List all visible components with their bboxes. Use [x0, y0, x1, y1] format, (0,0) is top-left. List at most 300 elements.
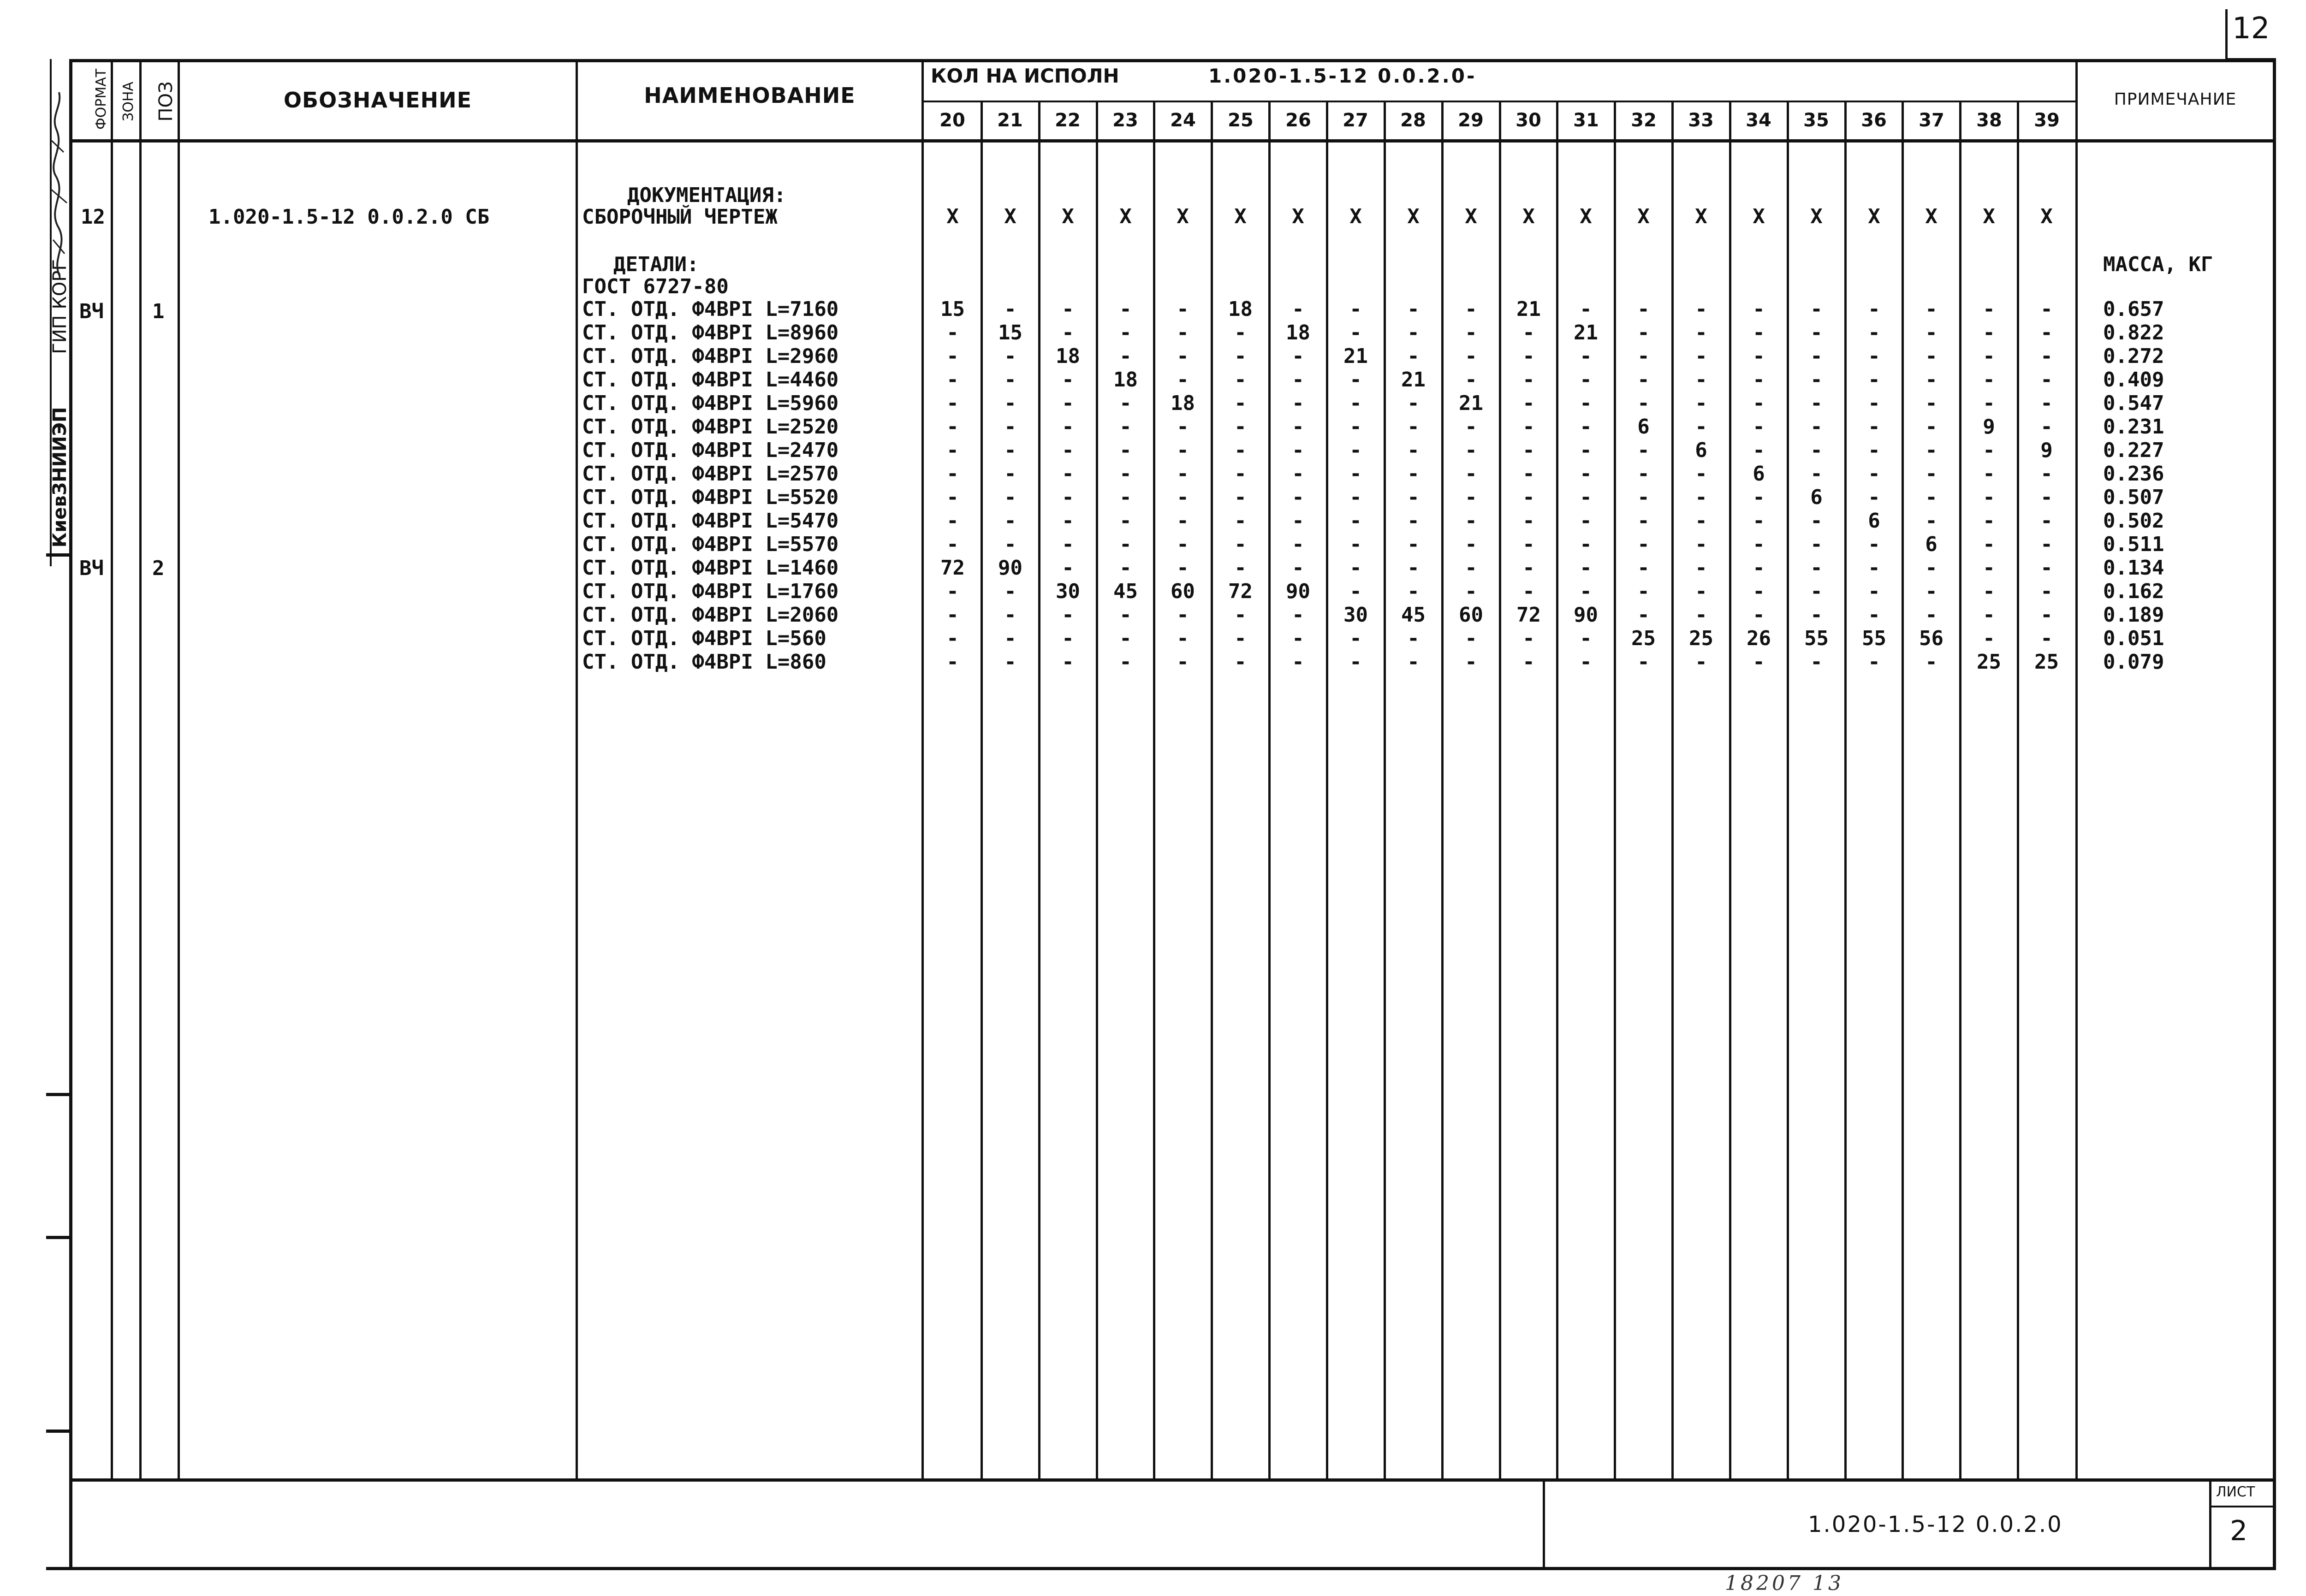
- qty-cell-23: -: [1119, 533, 1132, 556]
- qty-cell-39: -: [2040, 344, 2053, 368]
- qty-cell-31: -: [1580, 415, 1592, 439]
- qty-cell-39: -: [2040, 509, 2053, 533]
- qty-cell-24: -: [1177, 321, 1189, 344]
- qty-cell-23: -: [1119, 556, 1132, 580]
- qty-cell-29: -: [1465, 556, 1477, 580]
- qty-cell-39: 25: [2034, 650, 2059, 674]
- qty-cell-21: 15: [998, 321, 1022, 344]
- qty-cell-34: -: [1753, 486, 1765, 509]
- qty-cell-22: -: [1062, 415, 1074, 439]
- frame-table-bottom-line: [69, 1478, 2276, 1482]
- qty-cell-38: -: [1983, 580, 1995, 603]
- qty-cell-25: -: [1234, 603, 1247, 627]
- qty-cell-27: -: [1349, 650, 1362, 674]
- qty-cell-21: -: [1004, 627, 1016, 650]
- qty-cell-26: -: [1292, 533, 1304, 556]
- qty-cell-35: 6: [1810, 486, 1823, 509]
- qty-cell-36: -: [1868, 392, 1880, 415]
- qty-cell-32: -: [1637, 556, 1650, 580]
- qty-cell-36: -: [1868, 556, 1880, 580]
- qty-cell-37: -: [1925, 321, 1938, 344]
- doc-row-designation: 1.020-1.5-12 0.0.2.0 СБ: [208, 205, 490, 229]
- qty-cell-31: -: [1580, 439, 1592, 462]
- qty-cell-31: -: [1580, 486, 1592, 509]
- qty-cell-30: -: [1522, 415, 1535, 439]
- qty-cell-39: -: [2040, 462, 2053, 486]
- qty-cell-31: -: [1580, 650, 1592, 674]
- qty-cell-22: -: [1062, 368, 1074, 392]
- qty-cell-39: -: [2040, 321, 2053, 344]
- qty-cell-26: -: [1292, 439, 1304, 462]
- qty-cell-26: -: [1292, 486, 1304, 509]
- qty-cell-29: -: [1465, 368, 1477, 392]
- item-mass: 0.162: [2103, 580, 2164, 603]
- doc-mark-21: X: [1004, 205, 1016, 228]
- item-name: СТ. ОТД. Ф4ВРI L=8960: [582, 321, 839, 344]
- item-mass: 0.227: [2103, 439, 2164, 462]
- qty-cell-26: -: [1292, 462, 1304, 486]
- item-mass: 0.502: [2103, 509, 2164, 533]
- qty-cell-31: -: [1580, 344, 1592, 368]
- qty-cell-34: -: [1753, 650, 1765, 674]
- doc-row-format: 12: [81, 205, 105, 229]
- details-section-title: ДЕТАЛИ:: [613, 253, 699, 276]
- qty-cell-37: -: [1925, 603, 1938, 627]
- item-mass: 0.236: [2103, 462, 2164, 486]
- qty-cell-39: 9: [2040, 439, 2053, 462]
- qty-cell-36: -: [1868, 580, 1880, 603]
- qty-cell-23: -: [1119, 486, 1132, 509]
- qty-cell-38: -: [1983, 486, 1995, 509]
- qty-cell-27: -: [1349, 533, 1362, 556]
- qty-cell-20: -: [946, 580, 959, 603]
- qty-cell-33: -: [1695, 509, 1707, 533]
- qty-cell-27: -: [1349, 368, 1362, 392]
- qty-cell-29: -: [1465, 650, 1477, 674]
- qty-cell-26: -: [1292, 603, 1304, 627]
- qty-cell-24: -: [1177, 368, 1189, 392]
- qty-cell-20: -: [946, 415, 959, 439]
- qty-cell-22: -: [1062, 392, 1074, 415]
- doc-mark-28: X: [1407, 205, 1420, 228]
- col-line-designation: [576, 59, 578, 1482]
- qty-cell-27: 21: [1343, 344, 1368, 368]
- variant-header-20: 20: [939, 110, 965, 131]
- qty-cell-32: -: [1637, 603, 1650, 627]
- qty-cell-33: -: [1695, 321, 1707, 344]
- qty-cell-36: 6: [1868, 509, 1880, 533]
- qty-cell-21: -: [1004, 580, 1016, 603]
- qty-cell-22: -: [1062, 509, 1074, 533]
- qty-cell-36: -: [1868, 321, 1880, 344]
- qty-cell-32: -: [1637, 392, 1650, 415]
- qty-cell-26: -: [1292, 650, 1304, 674]
- qty-cell-37: -: [1925, 486, 1938, 509]
- header-format: ФОРМАТ: [93, 68, 109, 130]
- position-1-format: ВЧ: [79, 300, 104, 323]
- qty-cell-21: -: [1004, 344, 1016, 368]
- col-line-format: [111, 59, 113, 1482]
- mass-header: МАССА, КГ: [2103, 253, 2213, 276]
- qty-cell-22: -: [1062, 462, 1074, 486]
- qty-cell-27: -: [1349, 415, 1362, 439]
- title-block-sheet-number: 2: [2230, 1515, 2248, 1547]
- qty-cell-25: -: [1234, 415, 1247, 439]
- qty-cell-27: -: [1349, 627, 1362, 650]
- qty-cell-23: -: [1119, 439, 1132, 462]
- qty-cell-31: -: [1580, 627, 1592, 650]
- qty-cell-39: -: [2040, 392, 2053, 415]
- item-name: СТ. ОТД. Ф4ВРI L=5570: [582, 533, 839, 556]
- qty-cell-39: -: [2040, 627, 2053, 650]
- qty-cell-36: -: [1868, 368, 1880, 392]
- qty-cell-28: -: [1407, 556, 1420, 580]
- qty-cell-39: -: [2040, 580, 2053, 603]
- qty-cell-36: -: [1868, 297, 1880, 321]
- variant-header-28: 28: [1400, 110, 1426, 131]
- qty-cell-37: -: [1925, 556, 1938, 580]
- item-name: СТ. ОТД. Ф4ВРI L=560: [582, 627, 826, 650]
- frame-top-right-tick2: [2225, 58, 2276, 60]
- qty-cell-32: -: [1637, 297, 1650, 321]
- qty-cell-27: -: [1349, 580, 1362, 603]
- qty-cell-28: -: [1407, 415, 1420, 439]
- qty-cell-35: -: [1810, 392, 1823, 415]
- qty-cell-35: -: [1810, 650, 1823, 674]
- qty-cell-25: -: [1234, 368, 1247, 392]
- qty-cell-24: -: [1177, 344, 1189, 368]
- qty-cell-27: -: [1349, 321, 1362, 344]
- qty-cell-32: 6: [1637, 415, 1650, 439]
- header-zone: ЗОНА: [120, 82, 137, 121]
- qty-cell-20: -: [946, 321, 959, 344]
- qty-cell-21: -: [1004, 603, 1016, 627]
- qty-cell-38: -: [1983, 556, 1995, 580]
- doc-mark-30: X: [1522, 205, 1535, 228]
- qty-cell-24: -: [1177, 627, 1189, 650]
- qty-cell-25: -: [1234, 509, 1247, 533]
- qty-cell-34: 6: [1753, 462, 1765, 486]
- item-mass: 0.272: [2103, 344, 2164, 368]
- qty-cell-28: -: [1407, 439, 1420, 462]
- variant-header-22: 22: [1055, 110, 1081, 131]
- qty-cell-27: -: [1349, 392, 1362, 415]
- qty-cell-34: -: [1753, 509, 1765, 533]
- doc-mark-36: X: [1868, 205, 1880, 228]
- qty-cell-24: -: [1177, 439, 1189, 462]
- qty-cell-33: 6: [1695, 439, 1707, 462]
- qty-cell-25: -: [1234, 533, 1247, 556]
- qty-cell-24: -: [1177, 462, 1189, 486]
- qty-cell-25: -: [1234, 556, 1247, 580]
- qty-cell-28: 21: [1401, 368, 1426, 392]
- qty-cell-33: -: [1695, 344, 1707, 368]
- qty-cell-29: -: [1465, 486, 1477, 509]
- qty-cell-24: -: [1177, 603, 1189, 627]
- qty-cell-20: 15: [940, 297, 965, 321]
- header-pos: ПОЗ: [155, 81, 177, 122]
- qty-cell-30: 21: [1516, 297, 1541, 321]
- col-line-variants-end: [2075, 59, 2078, 1482]
- qty-cell-36: -: [1868, 486, 1880, 509]
- qty-cell-32: -: [1637, 533, 1650, 556]
- qty-cell-20: -: [946, 509, 959, 533]
- item-mass: 0.134: [2103, 556, 2164, 580]
- qty-cell-29: -: [1465, 439, 1477, 462]
- qty-cell-23: -: [1119, 297, 1132, 321]
- qty-cell-31: -: [1580, 392, 1592, 415]
- qty-cell-31: -: [1580, 533, 1592, 556]
- qty-cell-28: -: [1407, 344, 1420, 368]
- bottom-handwriting: 18207 13: [1725, 1572, 1844, 1595]
- item-name: СТ. ОТД. Ф4ВРI L=2570: [582, 462, 839, 486]
- variant-header-36: 36: [1861, 110, 1887, 131]
- qty-cell-20: -: [946, 344, 959, 368]
- qty-cell-28: -: [1407, 580, 1420, 603]
- item-name: СТ. ОТД. Ф4ВРI L=7160: [582, 297, 839, 321]
- qty-cell-30: -: [1522, 462, 1535, 486]
- qty-cell-22: -: [1062, 627, 1074, 650]
- qty-cell-24: -: [1177, 650, 1189, 674]
- qty-cell-22: -: [1062, 297, 1074, 321]
- doc-mark-39: X: [2040, 205, 2053, 228]
- qty-cell-33: -: [1695, 533, 1707, 556]
- qty-cell-36: 55: [1862, 627, 1886, 650]
- qty-cell-34: -: [1753, 533, 1765, 556]
- qty-cell-34: -: [1753, 603, 1765, 627]
- variant-header-32: 32: [1631, 110, 1657, 131]
- qty-cell-21: -: [1004, 650, 1016, 674]
- variant-header-31: 31: [1573, 110, 1599, 131]
- qty-cell-36: -: [1868, 650, 1880, 674]
- qty-cell-29: -: [1465, 627, 1477, 650]
- qty-cell-25: -: [1234, 439, 1247, 462]
- item-name: СТ. ОТД. Ф4ВРI L=4460: [582, 368, 839, 392]
- qty-cell-28: -: [1407, 533, 1420, 556]
- qty-cell-27: -: [1349, 486, 1362, 509]
- qty-cell-34: -: [1753, 392, 1765, 415]
- qty-cell-38: -: [1983, 627, 1995, 650]
- item-mass: 0.051: [2103, 627, 2164, 650]
- qty-cell-28: 45: [1401, 603, 1426, 627]
- item-name: СТ. ОТД. Ф4ВРI L=860: [582, 650, 826, 674]
- qty-cell-38: -: [1983, 392, 1995, 415]
- qty-cell-37: -: [1925, 415, 1938, 439]
- qty-cell-30: -: [1522, 556, 1535, 580]
- header-qty-code: 1.020-1.5-12 0.0.2.0-: [1208, 65, 1477, 87]
- qty-cell-26: -: [1292, 392, 1304, 415]
- qty-cell-30: -: [1522, 321, 1535, 344]
- qty-cell-22: -: [1062, 321, 1074, 344]
- qty-cell-26: -: [1292, 297, 1304, 321]
- col-line-name: [921, 59, 924, 1482]
- qty-cell-37: -: [1925, 368, 1938, 392]
- variant-header-38: 38: [1976, 110, 2002, 131]
- header-name: НАИМЕНОВАНИЕ: [644, 83, 856, 108]
- qty-cell-21: -: [1004, 297, 1016, 321]
- qty-cell-34: -: [1753, 297, 1765, 321]
- doc-mark-27: X: [1349, 205, 1362, 228]
- item-mass: 0.189: [2103, 603, 2164, 627]
- variant-header-37: 37: [1919, 110, 1944, 131]
- qty-cell-38: -: [1983, 321, 1995, 344]
- qty-cell-20: -: [946, 462, 959, 486]
- variant-header-30: 30: [1516, 110, 1541, 131]
- qty-cell-22: -: [1062, 650, 1074, 674]
- col-line-zone: [139, 59, 142, 1482]
- qty-cell-39: -: [2040, 368, 2053, 392]
- item-mass: 0.511: [2103, 533, 2164, 556]
- frame-top-right-tick: [2225, 9, 2228, 60]
- doc-mark-26: X: [1292, 205, 1304, 228]
- qty-cell-34: -: [1753, 556, 1765, 580]
- qty-cell-21: 90: [998, 556, 1022, 580]
- qty-cell-29: -: [1465, 344, 1477, 368]
- qty-cell-31: -: [1580, 462, 1592, 486]
- qty-cell-36: -: [1868, 533, 1880, 556]
- variant-header-29: 29: [1458, 110, 1484, 131]
- doc-mark-24: X: [1177, 205, 1189, 228]
- qty-cell-33: -: [1695, 486, 1707, 509]
- doc-mark-38: X: [1983, 205, 1995, 228]
- qty-cell-39: -: [2040, 297, 2053, 321]
- qty-cell-33: -: [1695, 392, 1707, 415]
- qty-cell-37: -: [1925, 462, 1938, 486]
- qty-cell-31: -: [1580, 297, 1592, 321]
- title-block-sheet-divider: [2209, 1506, 2276, 1507]
- qty-cell-21: -: [1004, 533, 1016, 556]
- qty-cell-36: -: [1868, 415, 1880, 439]
- qty-cell-34: -: [1753, 415, 1765, 439]
- qty-cell-37: -: [1925, 392, 1938, 415]
- qty-cell-39: -: [2040, 603, 2053, 627]
- qty-cell-30: -: [1522, 580, 1535, 603]
- qty-cell-25: -: [1234, 462, 1247, 486]
- qty-cell-29: -: [1465, 580, 1477, 603]
- qty-cell-21: -: [1004, 368, 1016, 392]
- qty-cell-31: 21: [1574, 321, 1598, 344]
- qty-cell-24: -: [1177, 415, 1189, 439]
- qty-cell-38: 25: [1977, 650, 2001, 674]
- qty-cell-36: -: [1868, 462, 1880, 486]
- qty-cell-21: -: [1004, 415, 1016, 439]
- qty-cell-30: -: [1522, 439, 1535, 462]
- doc-mark-37: X: [1925, 205, 1938, 228]
- item-name: СТ. ОТД. Ф4ВРI L=2960: [582, 344, 839, 368]
- header-qty-label: КОЛ НА ИСПОЛН: [931, 65, 1119, 87]
- qty-cell-29: 21: [1459, 392, 1483, 415]
- qty-cell-36: -: [1868, 439, 1880, 462]
- qty-cell-37: -: [1925, 439, 1938, 462]
- qty-cell-20: -: [946, 650, 959, 674]
- qty-cell-21: -: [1004, 486, 1016, 509]
- title-block-code: 1.020-1.5-12 0.0.2.0: [1808, 1512, 2063, 1537]
- qty-cell-27: -: [1349, 297, 1362, 321]
- qty-cell-24: -: [1177, 486, 1189, 509]
- qty-cell-38: -: [1983, 603, 1995, 627]
- qty-cell-20: -: [946, 368, 959, 392]
- qty-cell-34: -: [1753, 321, 1765, 344]
- title-block-sheet-label: ЛИСТ: [2216, 1484, 2255, 1500]
- qty-cell-39: -: [2040, 486, 2053, 509]
- qty-cell-26: -: [1292, 344, 1304, 368]
- qty-cell-35: -: [1810, 533, 1823, 556]
- qty-cell-25: -: [1234, 344, 1247, 368]
- qty-cell-35: -: [1810, 439, 1823, 462]
- item-name: СТ. ОТД. Ф4ВРI L=2470: [582, 439, 839, 462]
- doc-mark-34: X: [1753, 205, 1765, 228]
- qty-cell-33: -: [1695, 415, 1707, 439]
- qty-cell-29: 60: [1459, 603, 1483, 627]
- qty-cell-38: -: [1983, 533, 1995, 556]
- qty-cell-35: -: [1810, 462, 1823, 486]
- qty-cell-32: -: [1637, 486, 1650, 509]
- doc-mark-23: X: [1119, 205, 1132, 228]
- qty-cell-33: -: [1695, 556, 1707, 580]
- qty-cell-35: -: [1810, 321, 1823, 344]
- item-name: СТ. ОТД. Ф4ВРI L=5520: [582, 486, 839, 509]
- qty-cell-31: -: [1580, 509, 1592, 533]
- qty-cell-23: -: [1119, 321, 1132, 344]
- item-mass: 0.409: [2103, 368, 2164, 392]
- variant-header-23: 23: [1112, 110, 1138, 131]
- qty-cell-31: -: [1580, 368, 1592, 392]
- sheet-number-top: 12: [2232, 12, 2270, 46]
- variant-header-35: 35: [1803, 110, 1829, 131]
- frame-right-line: [2273, 59, 2276, 1570]
- qty-cell-23: -: [1119, 650, 1132, 674]
- doc-mark-22: X: [1062, 205, 1074, 228]
- qty-cell-28: -: [1407, 297, 1420, 321]
- doc-mark-35: X: [1810, 205, 1823, 228]
- qty-cell-33: -: [1695, 368, 1707, 392]
- stub-tick: [46, 1430, 71, 1433]
- qty-cell-31: -: [1580, 556, 1592, 580]
- qty-cell-32: -: [1637, 509, 1650, 533]
- qty-cell-29: -: [1465, 533, 1477, 556]
- qty-cell-20: 72: [940, 556, 965, 580]
- qty-cell-27: -: [1349, 439, 1362, 462]
- qty-cell-29: -: [1465, 297, 1477, 321]
- doc-row-name: СБОРОЧНЫЙ ЧЕРТЕЖ: [582, 205, 778, 229]
- qty-cell-32: -: [1637, 321, 1650, 344]
- variant-header-34: 34: [1746, 110, 1771, 131]
- variant-header-39: 39: [2034, 110, 2060, 131]
- qty-cell-28: -: [1407, 486, 1420, 509]
- qty-cell-27: -: [1349, 462, 1362, 486]
- qty-cell-37: -: [1925, 297, 1938, 321]
- qty-cell-35: -: [1810, 603, 1823, 627]
- qty-cell-23: 45: [1113, 580, 1138, 603]
- qty-cell-35: -: [1810, 509, 1823, 533]
- qty-cell-33: -: [1695, 297, 1707, 321]
- qty-cell-39: -: [2040, 415, 2053, 439]
- qty-cell-35: 55: [1804, 627, 1829, 650]
- qty-cell-33: -: [1695, 650, 1707, 674]
- doc-mark-20: X: [946, 205, 959, 228]
- frame-top-line: [69, 59, 2276, 62]
- qty-cell-38: -: [1983, 462, 1995, 486]
- doc-mark-25: X: [1234, 205, 1247, 228]
- qty-cell-21: -: [1004, 509, 1016, 533]
- qty-cell-26: -: [1292, 368, 1304, 392]
- qty-cell-37: -: [1925, 344, 1938, 368]
- qty-cell-21: -: [1004, 392, 1016, 415]
- qty-cell-35: -: [1810, 415, 1823, 439]
- item-name: СТ. ОТД. Ф4ВРI L=5470: [582, 509, 839, 533]
- qty-cell-26: -: [1292, 509, 1304, 533]
- qty-cell-36: -: [1868, 344, 1880, 368]
